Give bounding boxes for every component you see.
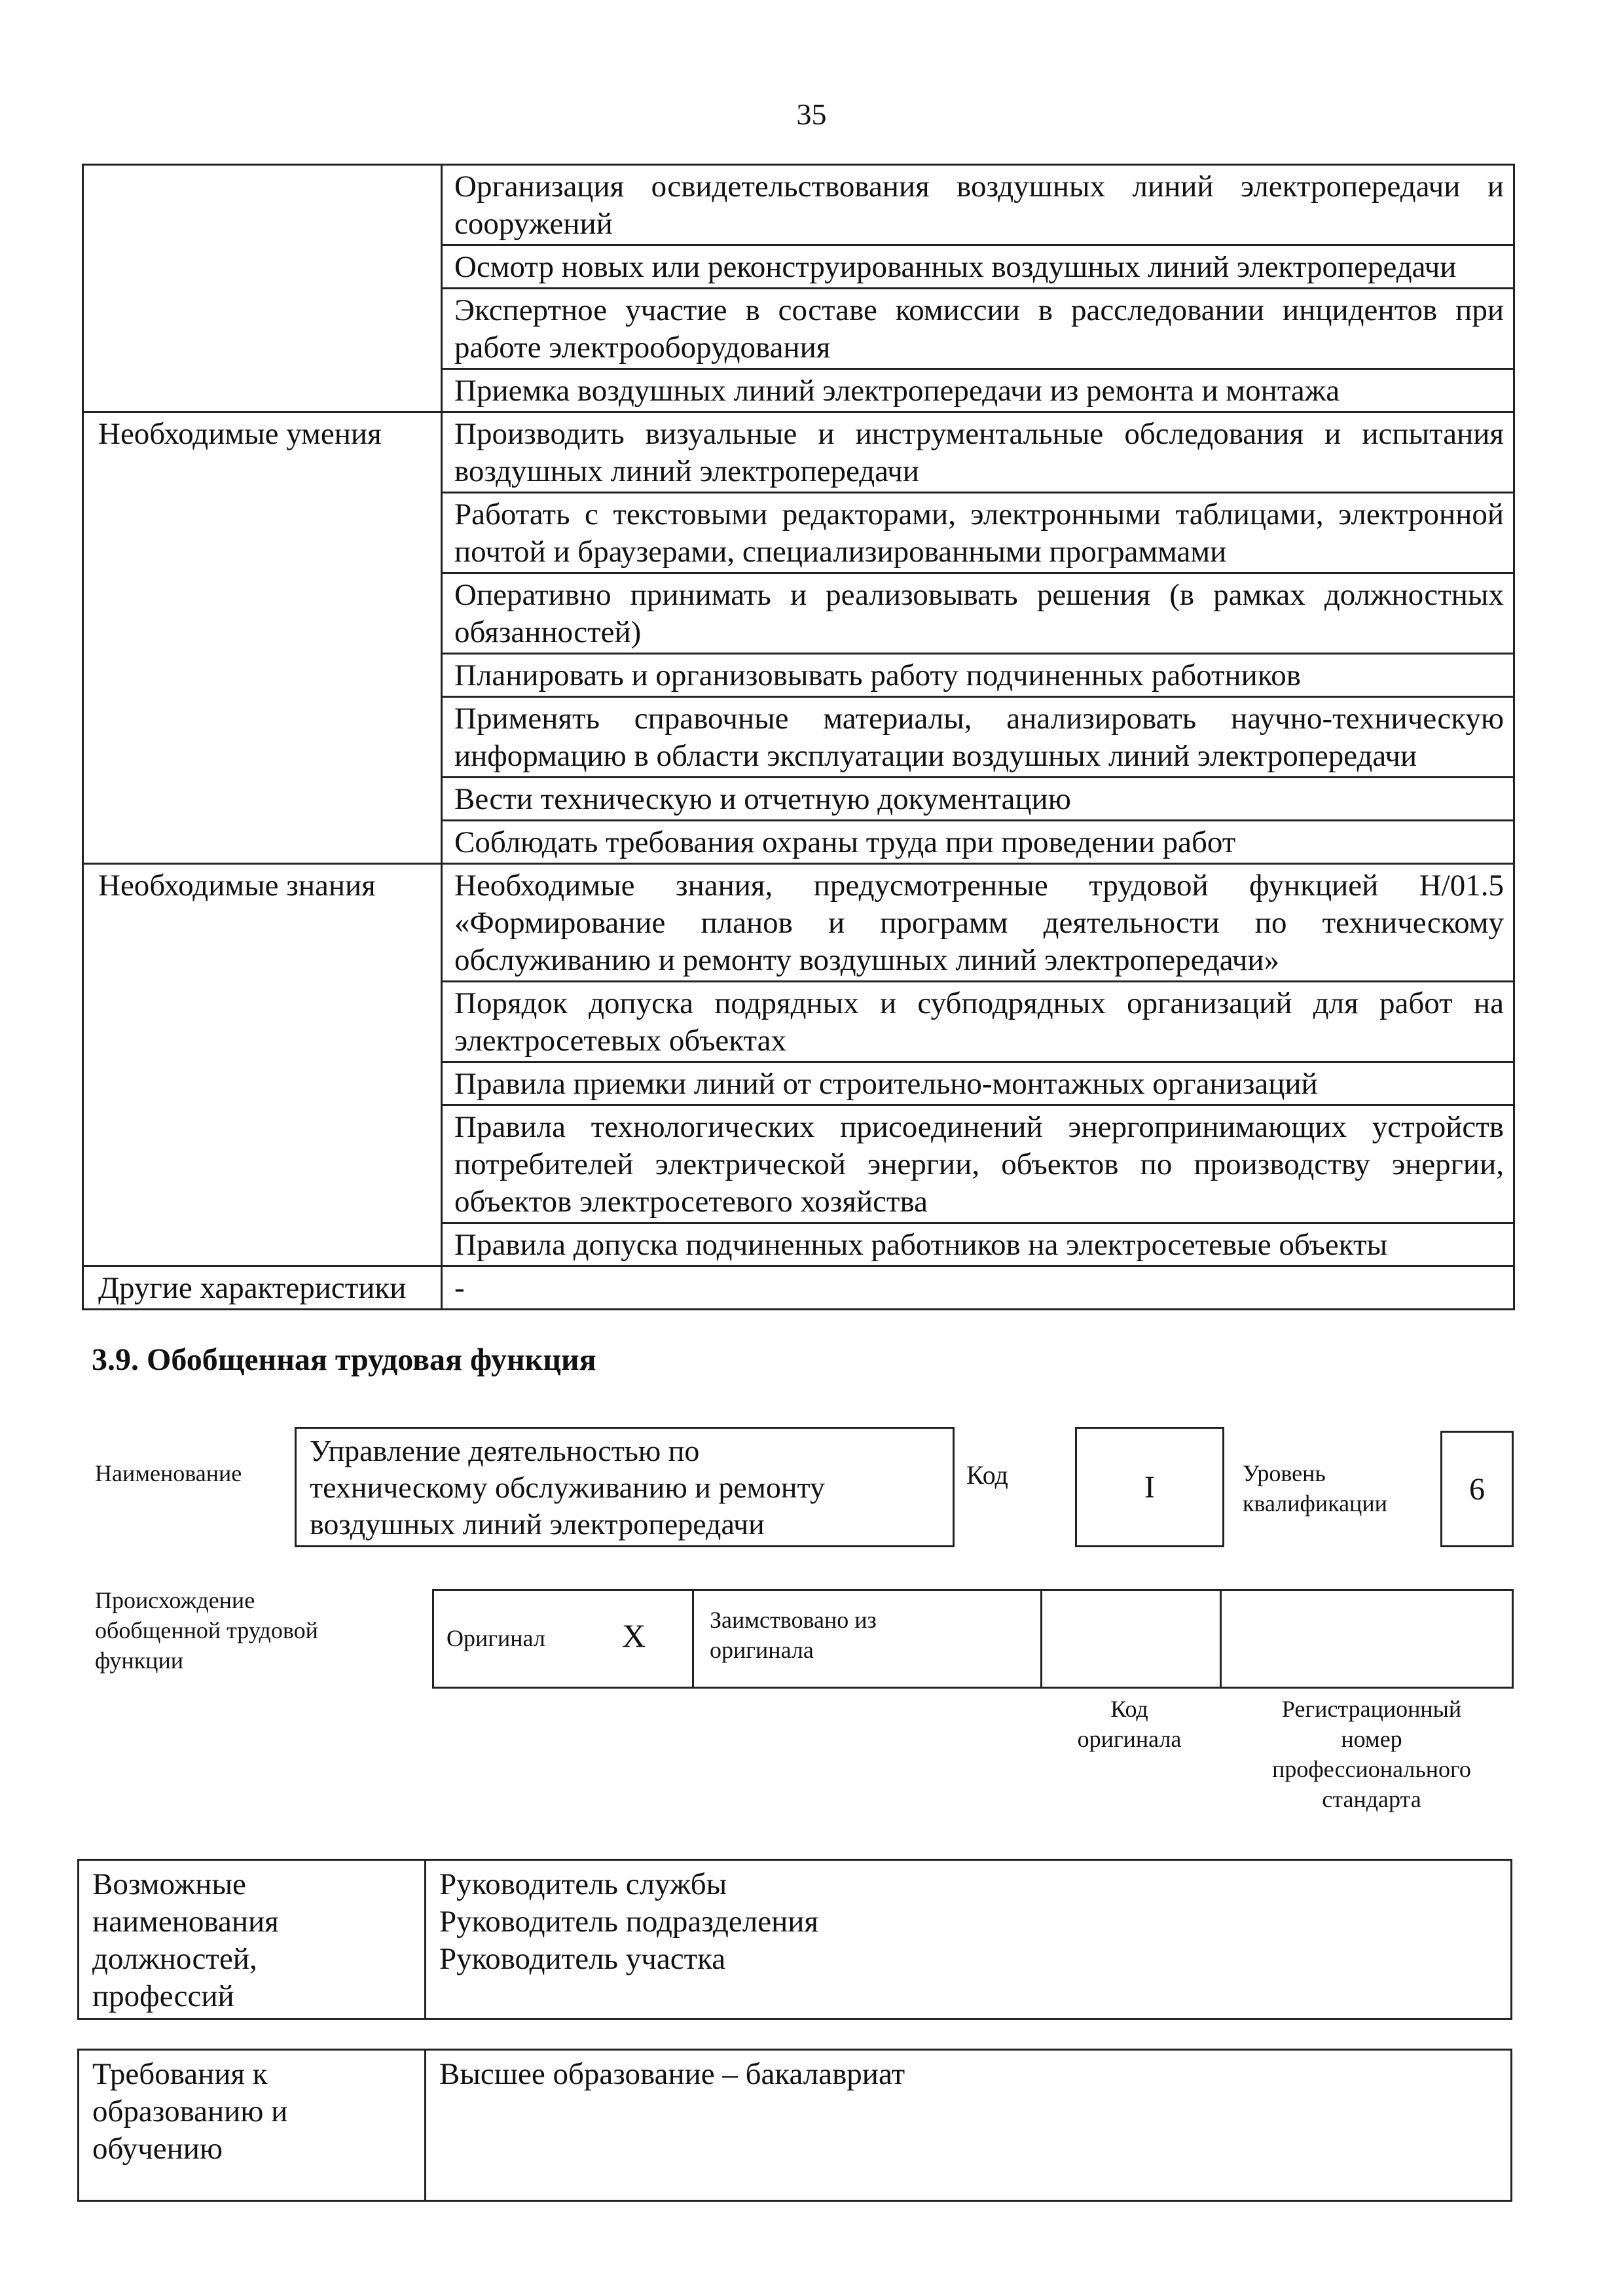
origin-label bbox=[95, 1585, 318, 1676]
row-text: Соблюдать требования охраны труда при проведении работ bbox=[442, 821, 1514, 864]
label-line: Требования к bbox=[92, 2057, 268, 2091]
name-label: Наименование bbox=[95, 1460, 242, 1486]
function-name-line: техническому обслуживанию и ремонту bbox=[310, 1471, 825, 1504]
level-value: 6 bbox=[1469, 1471, 1485, 1507]
code-value: I bbox=[1144, 1469, 1155, 1505]
row-text: Приемка воздушных линий электропередачи из ремонта и монтажа bbox=[442, 369, 1514, 412]
origin-label-line: функции bbox=[95, 1647, 183, 1674]
list-item: Руководитель службы bbox=[439, 1867, 727, 1901]
other-label: Другие характеристики bbox=[83, 1266, 442, 1310]
positions-list bbox=[426, 1860, 1512, 2019]
skills-knowledge-table bbox=[82, 164, 1515, 1310]
level-label-line: квалификации bbox=[1243, 1490, 1387, 1516]
caption-line: профессионального bbox=[1272, 1756, 1471, 1782]
list-item: Руководитель участка bbox=[439, 1942, 726, 1976]
list-item: Руководитель подразделения bbox=[439, 1905, 819, 1939]
function-name-box bbox=[295, 1427, 955, 1547]
label-line: образованию и bbox=[92, 2094, 288, 2128]
caption-line: номер bbox=[1341, 1726, 1402, 1752]
function-name-line: воздушных линий электропередачи bbox=[310, 1507, 765, 1541]
row-text: Вести техническую и отчетную документацию bbox=[442, 778, 1514, 821]
code-box bbox=[1075, 1427, 1224, 1547]
row-text: - bbox=[442, 1266, 1514, 1310]
row-text: Применять справочные материалы, анализировать научно-техническую информацию в области эксплуатации воздушных линий электропередачи bbox=[442, 697, 1514, 778]
row-text: Правила приемки линий от строительно-монтажных организаций bbox=[442, 1062, 1514, 1105]
original-mark: X bbox=[622, 1617, 646, 1654]
origin-box bbox=[432, 1589, 1514, 1689]
row-text: Осмотр новых или реконструированных воздушных линий электропередачи bbox=[442, 245, 1514, 289]
row-text: Правила допуска подчиненных работников на электросетевые объекты bbox=[442, 1223, 1514, 1266]
row-text: Порядок допуска подрядных и субподрядных организаций для работ на электросетевых объектах bbox=[442, 982, 1514, 1062]
borrowed-line: оригинала bbox=[710, 1637, 814, 1663]
education-table bbox=[77, 2049, 1512, 2202]
table-row bbox=[83, 412, 1514, 493]
caption-line: стандарта bbox=[1322, 1786, 1421, 1812]
caption-line: оригинала bbox=[1077, 1726, 1182, 1752]
origin-divider bbox=[692, 1591, 694, 1687]
code-original-caption bbox=[1048, 1694, 1211, 1754]
table-row bbox=[83, 165, 1514, 245]
row-text: Оперативно принимать и реализовывать решения (в рамках должностных обязанностей) bbox=[442, 573, 1514, 654]
row-text: Необходимые знания, предусмотренные трудовой функцией Н/01.5 «Формирование планов и программ деятельности по техническому обслуживанию и ремонту воздушных линий электропередачи» bbox=[442, 864, 1514, 982]
label-line: Возможные bbox=[92, 1867, 246, 1901]
row-text: Правила технологических присоединений энергопринимающих устройств потребителей электрической энергии, объектов по производству энергии, объектов электросетевого хозяйства bbox=[442, 1105, 1514, 1223]
label-line: наименования bbox=[92, 1905, 279, 1939]
registration-caption bbox=[1231, 1694, 1512, 1814]
origin-label-line: Происхождение bbox=[95, 1587, 255, 1613]
positions-table bbox=[77, 1859, 1512, 2020]
function-name-line: Управление деятельностью по bbox=[310, 1434, 700, 1467]
label-line: должностей, bbox=[92, 1942, 257, 1976]
education-label bbox=[79, 2050, 426, 2201]
row-text: Организация освидетельствования воздушных линий электропередачи и сооружений bbox=[442, 165, 1514, 245]
row-text: Производить визуальные и инструментальные обследования и испытания воздушных линий электропередачи bbox=[442, 412, 1514, 493]
positions-label bbox=[79, 1860, 426, 2019]
code-label: Код bbox=[966, 1460, 1008, 1490]
caption-line: Регистрационный bbox=[1281, 1696, 1462, 1722]
original-label: Оригинал bbox=[447, 1625, 545, 1651]
education-value: Высшее образование – бакалавриат bbox=[426, 2050, 1512, 2201]
origin-divider bbox=[1040, 1591, 1042, 1687]
section-title: 3.9. Обобщенная трудовая функция bbox=[92, 1342, 596, 1377]
row-text: Планировать и организовывать работу подчиненных работников bbox=[442, 654, 1514, 697]
row-label bbox=[83, 165, 442, 412]
level-box bbox=[1440, 1431, 1514, 1547]
borrowed-line: Заимствовано из bbox=[710, 1607, 877, 1633]
row-text: Экспертное участие в составе комиссии в расследовании инцидентов при работе электрооборудования bbox=[442, 289, 1514, 369]
origin-label-line: обобщенной трудовой bbox=[95, 1617, 318, 1643]
level-label bbox=[1243, 1458, 1387, 1518]
table-row bbox=[83, 864, 1514, 982]
page-number: 35 bbox=[796, 98, 827, 131]
knowledge-label: Необходимые знания bbox=[83, 864, 442, 1266]
row-text: Работать с текстовыми редакторами, электронными таблицами, электронной почтой и браузерами, специализированными программами bbox=[442, 493, 1514, 573]
origin-divider bbox=[1220, 1591, 1222, 1687]
borrowed-label bbox=[710, 1605, 877, 1665]
skills-label: Необходимые умения bbox=[83, 412, 442, 864]
level-label-line: Уровень bbox=[1243, 1460, 1326, 1486]
label-line: профессий bbox=[92, 1979, 234, 2013]
label-line: обучению bbox=[92, 2132, 223, 2166]
table-row bbox=[83, 1266, 1514, 1310]
caption-line: Код bbox=[1110, 1696, 1148, 1722]
